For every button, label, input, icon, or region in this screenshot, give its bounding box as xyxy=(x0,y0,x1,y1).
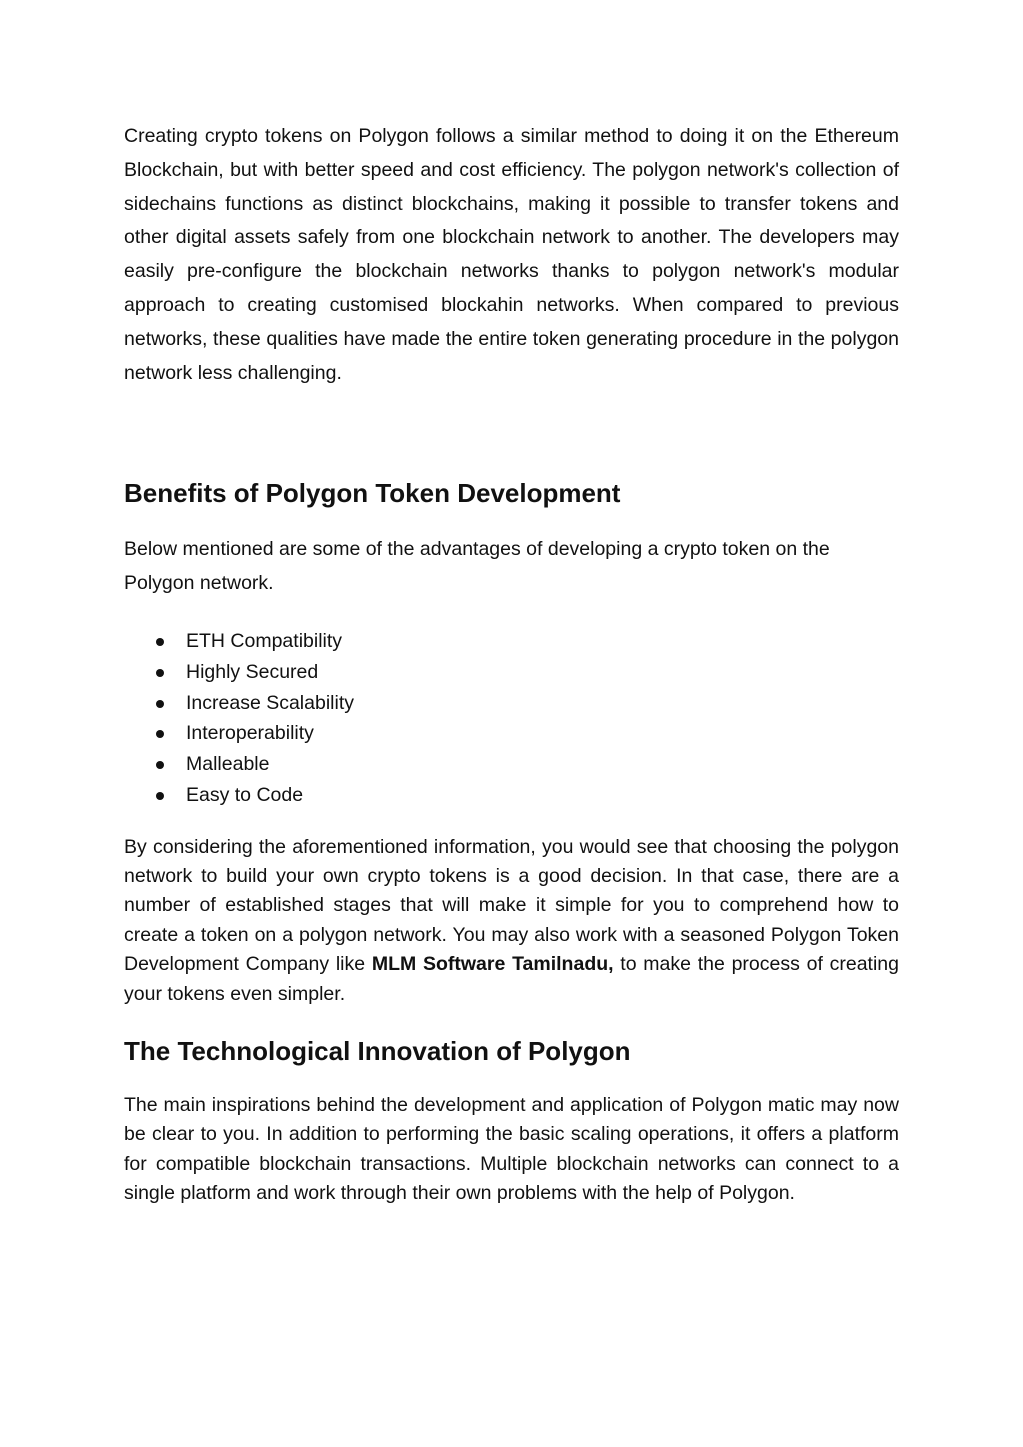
list-item xyxy=(124,718,899,749)
list-item xyxy=(124,780,899,811)
benefits-list xyxy=(124,626,899,810)
list-item-label: Increase Scalability xyxy=(186,691,354,714)
bullet-icon xyxy=(156,761,164,769)
bullet-icon xyxy=(156,700,164,708)
list-item-label: Interoperability xyxy=(186,722,314,745)
bullet-icon xyxy=(156,730,164,738)
list-item xyxy=(124,749,899,780)
tech-heading: The Technological Innovation of Polygon xyxy=(124,1035,631,1066)
list-item xyxy=(124,688,899,719)
closing-text-after: to make the process of creating your tokens even simpler. xyxy=(124,953,899,1005)
document-body xyxy=(124,120,899,1209)
list-item-label: Easy to Code xyxy=(186,783,304,806)
benefits-heading: Benefits of Polygon Token Development xyxy=(124,478,621,509)
list-item xyxy=(124,657,899,688)
tech-paragraph: The main inspirations behind the development and application of Polygon matic may now be clear to you. In addition to performing the basic scaling operations, it offers a platform for compatible blockchain transactions. Multiple blockchain networks can connect to a single platform and work through their own problems with the help of Polygon. xyxy=(124,1093,899,1205)
benefits-lead-paragraph: Below mentioned are some of the advantages of developing a crypto token on the Polygon network. xyxy=(124,538,830,594)
list-item-label: ETH Compatibility xyxy=(186,630,343,653)
bullet-icon xyxy=(156,669,164,677)
benefits-closing-paragraph xyxy=(124,833,899,1009)
closing-text-before: By considering the aforementioned information, you would see that choosing the polygon network to build your own crypto tokens is a good decision. In that case, there are a number of established stages that will make it simple for you to comprehend how to create a token on a polygon network. You may also work with a seasoned Polygon Token Development Company like xyxy=(124,835,899,976)
list-item-label: Highly Secured xyxy=(186,661,319,684)
list-item-label: Malleable xyxy=(186,753,270,776)
company-name-bold: MLM Software Tamilnadu, xyxy=(371,953,614,976)
bullet-icon xyxy=(156,638,164,646)
bullet-icon xyxy=(156,792,164,800)
list-item xyxy=(124,626,899,657)
intro-paragraph: Creating crypto tokens on Polygon follows a similar method to doing it on the Ethereum Blockchain, but with better speed and cost efficiency. The polygon network's collection of sidechains functions as distinct blockchains, making it possible to transfer tokens and other digital assets safely from one blockchain network to another. The developers may easily pre-configure the blockchain networks thanks to polygon network's modular approach to creating customised blockahin networks. When compared to previous networks, these qualities have made the entire token generating procedure in the polygon network less challenging. xyxy=(124,125,899,384)
